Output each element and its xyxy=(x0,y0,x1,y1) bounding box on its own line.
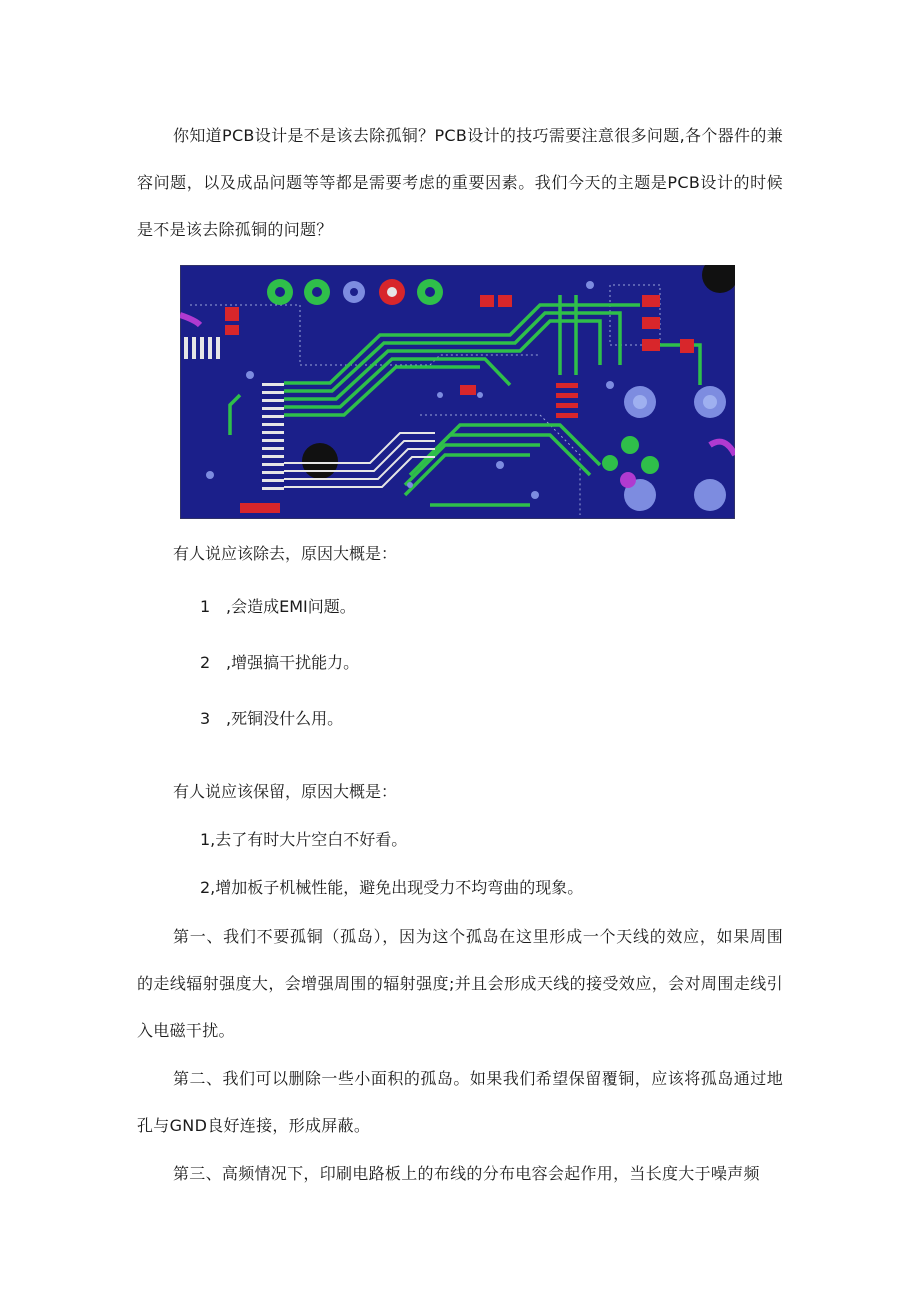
pcb-layout-image xyxy=(180,265,735,519)
point-1-paragraph: 第一、我们不要孤铜（孤岛），因为这个孤岛在这里形成一个天线的效应，如果周围的走线辐射强度大，会增强周围的辐射强度;并且会形成天线的接受效应，会对周围走线引入电磁干扰。 xyxy=(137,927,783,1040)
point-3-paragraph: 第三、高频情况下，印刷电路板上的布线的分布电容会起作用，当长度大于噪声频 xyxy=(173,1164,760,1183)
point-2-paragraph: 第二、我们可以删除一些小面积的孤岛。如果我们希望保留覆铜，应该将孤岛通过地孔与GND良好连接，形成屏蔽。 xyxy=(137,1069,783,1135)
remove-reason-3: 3 ,死铜没什么用。 xyxy=(200,709,344,728)
intro-paragraph: 你知道PCB设计是不是该去除孤铜？PCB设计的技巧需要注意很多问题,各个器件的兼容问题，以及成品问题等等都是需要考虑的重要因素。我们今天的主题是PCB设计的时候是不是该去除孤铜的问题？ xyxy=(137,126,783,239)
keep-reason-1: 1,去了有时大片空白不好看。 xyxy=(200,830,408,849)
keep-intro: 有人说应该保留，原因大概是： xyxy=(173,782,398,801)
keep-reason-2: 2,增加板子机械性能，避免出现受力不均弯曲的现象。 xyxy=(200,878,584,897)
remove-reason-2: 2 ,增强搞干扰能力。 xyxy=(200,653,360,672)
remove-intro: 有人说应该除去，原因大概是： xyxy=(173,544,398,563)
remove-reason-1: 1 ,会造成EMI问题。 xyxy=(200,597,356,616)
